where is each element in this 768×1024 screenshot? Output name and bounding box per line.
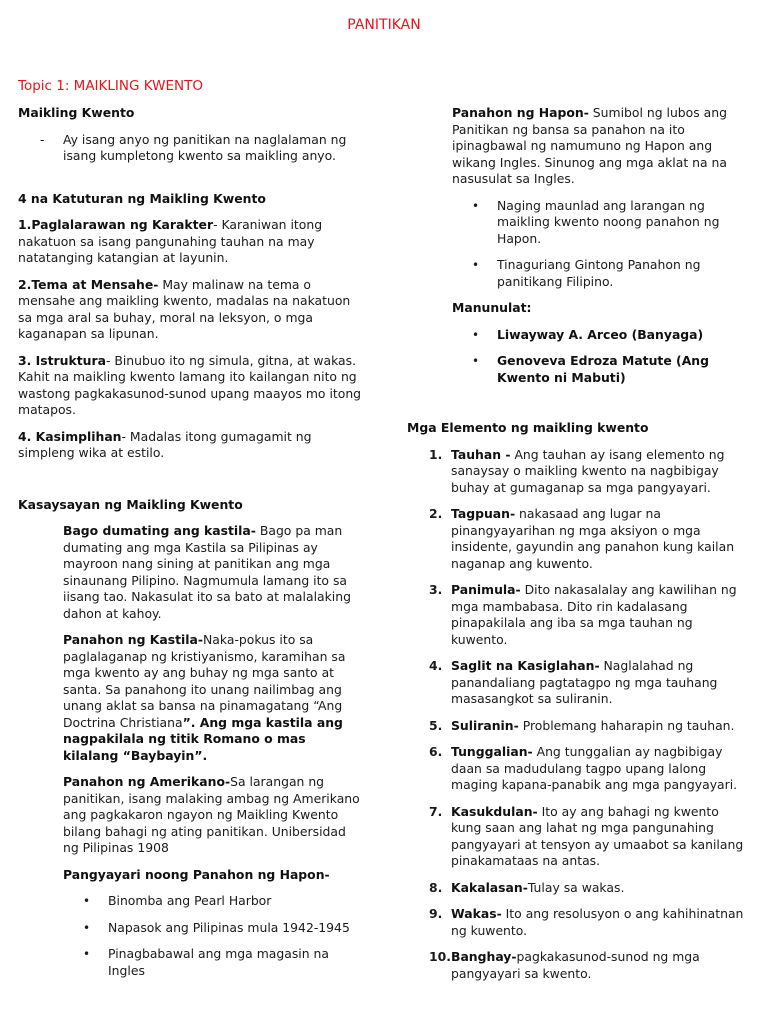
elemento-heading: Mga Elemento ng maikling kwento [407, 420, 649, 435]
list-item-text: Napasok ang Pilipinas mula 1942-1945 [108, 919, 350, 935]
hapon-points-list [452, 198, 752, 291]
element-text: pagkakasunod-sunod ng mga pangyayari sa kwento. [451, 949, 700, 981]
element-term: Kakalasan- [451, 879, 528, 895]
list-item [407, 506, 752, 572]
katuturan-term: 3. Istruktura [18, 352, 106, 368]
page-title: PANITIKAN [347, 17, 421, 33]
katuturan-text: - Karaniwan itong nakatuon sa isang pangunahing tauhan na may natatanging katangian at layunin. [18, 217, 323, 265]
right-column [452, 105, 752, 396]
left-column [18, 105, 363, 989]
element-text: Ito ang resolusyon o ang kahihinatnan ng kuwento. [451, 906, 744, 938]
author-name: Genoveva Edroza Matute (Ang Kwento ni Mabuti) [497, 353, 710, 385]
definition-text: Ay isang anyo ng panitikan na naglalaman ng isang kumpletong kwento sa maikling anyo. [63, 131, 347, 163]
list-item-text: Tinaguriang Gintong Panahon ng panitikang Filipino. [497, 257, 701, 289]
element-text: Ang tunggalian ay nagbibigay daan sa madudulang tagpo upang lalong maging kapana-panabik ang mga pangyayari. [451, 744, 738, 792]
list-item [407, 804, 752, 870]
list-number: 2. [429, 506, 443, 521]
element-term: Tagpuan- [451, 506, 516, 521]
topic-heading: Topic 1: MAIKLING KWENTO [18, 78, 203, 94]
list-number: 4. [429, 658, 443, 673]
hapon-period-term: Panahon ng Hapon- [452, 105, 589, 120]
element-text: Dito nakasalalay ang kawilihan ng mga mambabasa. Dito rin kadalasang pinapakilala ang iba sa mga tauhan ng kuwento. [451, 582, 737, 647]
list-item-text: Pinagbabawal ang mga magasin na Ingles [108, 946, 329, 978]
list-item-text: Naging maunlad ang larangan ng maikling kwento noong panahon ng Hapon. [497, 197, 720, 246]
element-term: Kasukdulan- [451, 803, 538, 819]
history-paragraph [63, 632, 363, 764]
element-term: Panimula- [451, 582, 521, 597]
element-text: Tulay sa wakas. [527, 879, 625, 895]
list-item [63, 946, 363, 979]
katuturan-text: - Binubuo ito ng simula, gitna, at wakas. Kahit na maikling kwento lamang ito kailangan nito ng wastong pagkakasunod-sunod upang maayos mo itong matapos. [18, 352, 362, 417]
list-item [63, 920, 363, 937]
author-name: Liwayway A. Arceo (Banyaga) [497, 326, 704, 342]
katuturan-text: May malinaw na tema o mensahe ang maikling kwento, madalas na nakatuon sa mga aral sa buhay, moral na leksyon, o mga kaganapan sa lipunan. [18, 276, 351, 341]
list-item [407, 447, 752, 497]
history-paragraph [63, 523, 363, 622]
history-text: Sa larangan ng panitikan, isang malaking ambag ng Amerikano ang pagkakaron ngayon ng Maikling Kwento bilang bahagi ng ating panitikan. Unibersidad ng Pilipinas 1908 [63, 774, 360, 855]
kasaysayan-heading: Kasaysayan ng Maikling Kwento [18, 496, 243, 512]
list-item-text: Binomba ang Pearl Harbor [108, 893, 272, 908]
bullet-marker: • [472, 198, 480, 213]
list-number: 7. [429, 803, 443, 819]
element-term: Tunggalian- [451, 744, 533, 759]
history-term: Panahon ng Amerikano- [63, 774, 231, 789]
katuturan-term: 2.Tema at Mensahe- [18, 276, 159, 292]
list-number: 8. [429, 879, 443, 895]
bullet-marker: • [472, 327, 480, 342]
element-text: Problemang haharapin ng tauhan. [518, 717, 735, 733]
history-text: Bago pa man dumating ang mga Kastila sa Pilipinas ay mayroon nang sining at panitikan ang mga sinaunang Pilipino. Nagmumula lamang ito sa iisang tao. Nakasulat ito sa bato at malalaking dahon at kahoy. [63, 523, 351, 621]
katuturan-text: - Madalas itong gumagamit ng simpleng wika at estilo. [18, 428, 312, 460]
history-paragraph [63, 774, 363, 857]
bullet-marker: • [83, 947, 91, 961]
list-item [63, 893, 363, 910]
bullet-marker: • [472, 258, 480, 272]
list-number: 9. [429, 906, 443, 921]
manunulat-list [452, 327, 752, 387]
katuturan-item [18, 277, 363, 343]
hapon-events-list [18, 893, 363, 979]
list-number: 1. [429, 446, 443, 462]
list-item [407, 880, 752, 897]
elemento-section [407, 420, 752, 992]
hapon-period-paragraph [452, 105, 752, 188]
history-bold-tail: ”. Ang mga kastila ang nagpakilala ng titik Romano o mas kilalang “Baybayin”. [63, 714, 343, 763]
element-term: Banghay- [451, 949, 517, 964]
katuturan-item [18, 217, 363, 267]
list-number: 3. [429, 582, 443, 597]
elemento-list [407, 447, 752, 983]
bullet-marker: • [83, 894, 91, 908]
list-item [407, 744, 752, 794]
element-text: Ang tauhan ay isang elemento ng sanaysay o maikling kwento na nagbibigay buhay at gumaganap sa mga pangyayari. [451, 446, 725, 495]
katuturan-term: 4. Kasimplihan [18, 428, 122, 444]
maikling-kwento-heading: Maikling Kwento [18, 105, 135, 120]
list-item [407, 582, 752, 648]
list-number: 5. [429, 717, 443, 733]
dash-marker: - [40, 131, 45, 147]
list-item [407, 658, 752, 708]
list-item [452, 257, 752, 290]
hapon-period-text: Sumibol ng lubos ang Panitikan ng bansa sa panahon na ito ipinagbawal ng namumuno ng Hapon ang wikang Ingles. Sinunog ang mga aklat na na nasusulat sa Ingles. [452, 105, 727, 186]
history-text: Naka-pokus ito sa paglalaganap ng kristiyanismo, karamihan sa mga kwento ay ang buhay ng mga santo at santa. Sa panahong ito unang nailimbag ang unang aklat sa bansa na pinamagatang “Ang Doctrina Christiana [63, 632, 346, 730]
bullet-marker: • [83, 920, 91, 935]
katuturan-heading: 4 na Katuturan ng Maikling Kwento [18, 190, 266, 206]
katuturan-item [18, 353, 363, 419]
element-text: Naglalahad ng panandaliang pagtatagpo ng mga tauhang masasangkot sa suliranin. [451, 658, 718, 706]
element-term: Wakas- [451, 906, 502, 921]
list-item [407, 718, 752, 735]
katuturan-term: 1.Paglalarawan ng Karakter [18, 217, 214, 232]
element-term: Saglit na Kasiglahan- [451, 658, 600, 673]
list-item [452, 327, 752, 344]
list-item [407, 906, 752, 939]
list-item [407, 949, 752, 982]
definition-list [18, 132, 363, 165]
kasaysayan-section [18, 523, 363, 883]
element-text: nakasaad ang lugar na pinangyayarihan ng mga aksiyon o mga insidente, gayundin ang panahon kung kailan naganap ang kuwento. [451, 506, 735, 571]
element-text: Ito ay ang bahagi ng kwento kung saan ang lahat ng mga pangunahing pangyayari at tensyon ay umaabot sa kanilang pinakamataas na antas. [451, 803, 744, 868]
element-term: Tauhan - [451, 446, 511, 462]
list-item [18, 132, 363, 165]
list-number: 6. [429, 744, 443, 759]
katuturan-item [18, 429, 363, 462]
bullet-marker: • [472, 354, 480, 368]
element-term: Suliranin- [451, 717, 519, 733]
history-term: Bago dumating ang kastila- [63, 523, 256, 538]
hapon-events-heading: Pangyayari noong Panahon ng Hapon- [63, 866, 330, 882]
history-term: Panahon ng Kastila- [63, 632, 204, 647]
list-item [452, 198, 752, 248]
list-item [452, 353, 752, 386]
manunulat-heading: Manunulat: [452, 300, 532, 315]
list-number: 10. [429, 949, 451, 964]
